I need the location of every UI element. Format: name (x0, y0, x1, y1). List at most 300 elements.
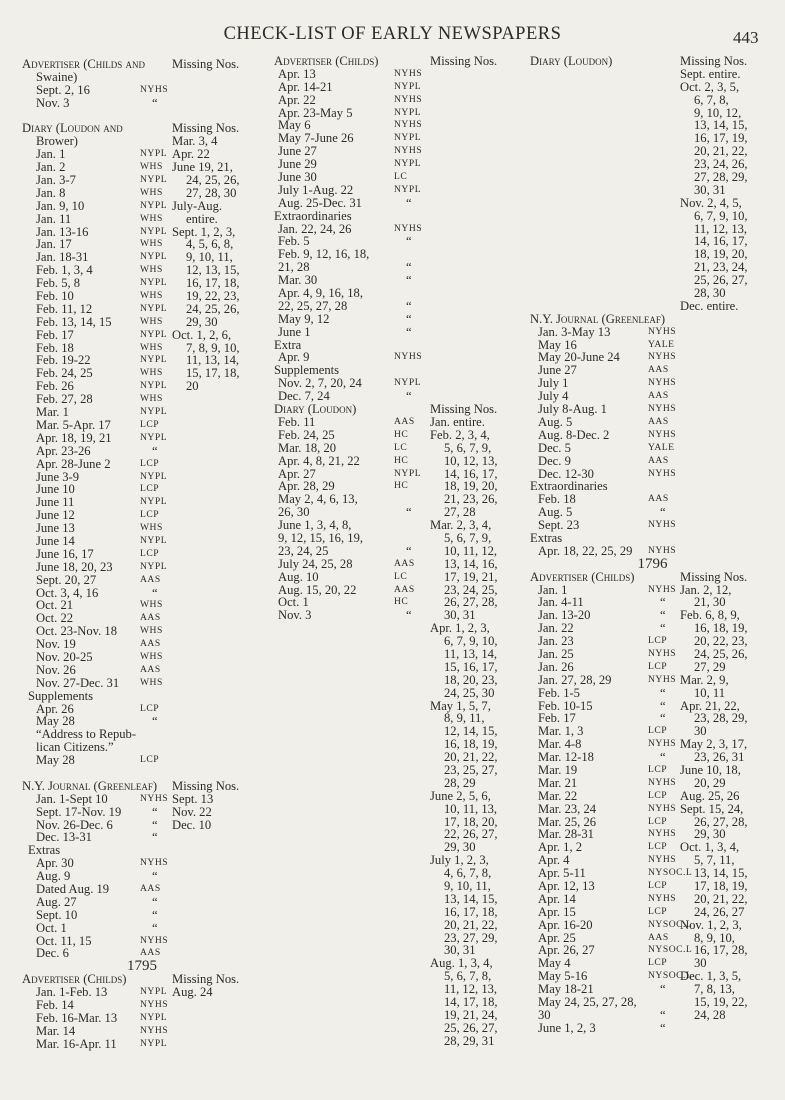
missing-numbers: 26, 27, 28, (444, 595, 498, 610)
issue-dates: Mar. 25, 26 (538, 814, 597, 829)
missing-numbers: Oct. 2, 3, 5, (680, 79, 740, 94)
missing-numbers: 26, 27, 28, (694, 814, 748, 829)
issue-dates: Dec. 7, 24 (278, 389, 330, 404)
library-code: LCP (648, 815, 668, 827)
entry-line (22, 690, 262, 703)
entry-line (274, 455, 519, 468)
library-code: YALE (648, 338, 675, 350)
issue-dates: Dec. 13-31 (36, 830, 92, 845)
newspaper-heading: Diary (Loudon) (274, 402, 357, 417)
entry-line (274, 197, 519, 210)
missing-numbers: Mar. 3, 4 (172, 134, 218, 149)
missing-numbers: June 19, 21, (172, 160, 233, 175)
entry-line (22, 458, 262, 471)
issue-dates: Jan. 1-Feb. 13 (36, 985, 108, 1000)
entry-line (22, 1012, 262, 1025)
entry-line (22, 574, 262, 587)
entry-line (274, 1035, 519, 1048)
missing-numbers: 4, 6, 7, 8, (444, 866, 492, 881)
entry-line (530, 455, 775, 468)
library-code: NYHS (394, 222, 423, 234)
missing-numbers: 24, 28 (694, 1007, 726, 1022)
library-code: AAS (648, 415, 669, 427)
missing-numbers: Sept. entire. (680, 66, 741, 81)
library-code: NYPL (140, 380, 168, 392)
entry-line (530, 171, 775, 184)
missing-numbers: 13, 14, 16, (444, 556, 498, 571)
entry-line (274, 1022, 519, 1035)
entry-line (22, 200, 262, 213)
library-code: “ (406, 389, 413, 404)
missing-numbers: 28, 29 (444, 775, 476, 790)
library-code: NYPL (140, 328, 168, 340)
issue-dates: Apr. 4, 9, 16, 18, (278, 286, 364, 301)
entry-line (530, 313, 775, 326)
issue-dates: Jan. 4-11 (538, 595, 584, 610)
library-code: “ (152, 817, 159, 832)
library-code: “ (660, 711, 667, 726)
missing-numbers: 21, 23, 26, (444, 492, 498, 507)
issue-dates: June 11 (36, 495, 75, 510)
issue-dates: June 1, 2, 3 (538, 1020, 596, 1035)
issue-dates: Aug. 15, 20, 22 (278, 582, 357, 597)
issue-dates: Mar. 30 (278, 273, 318, 288)
issue-dates: Extraordinaries (530, 479, 608, 494)
issue-dates: July 24, 25, 28 (278, 556, 353, 571)
issue-dates: June 18, 20, 23 (36, 559, 113, 574)
entry-line (274, 687, 519, 700)
missing-numbers: Feb. 2, 3, 4, (430, 427, 490, 442)
issue-dates: June 16, 17 (36, 546, 94, 561)
missing-numbers: 10, 11, 13, (444, 801, 498, 816)
library-code: WHS (140, 522, 163, 534)
missing-numbers: 15, 16, 17, (444, 659, 498, 674)
newspaper-heading: Advertiser (Childs and (22, 57, 145, 71)
library-code: NYPL (394, 132, 422, 144)
library-code: LCP (648, 763, 668, 775)
missing-numbers: Apr. 22 (172, 147, 210, 162)
issue-dates: May 2, 4, 6, 13, (278, 492, 358, 507)
entry-line (274, 880, 519, 893)
issue-dates: Nov. 3 (278, 608, 312, 623)
library-code: NYPL (394, 377, 422, 389)
library-code: AAS (394, 415, 415, 427)
missing-numbers: 23, 24, 26, (694, 157, 748, 172)
issue-dates: Apr. 28-June 2 (36, 456, 111, 471)
entry-line (22, 71, 262, 84)
library-code: NYHS (648, 776, 677, 788)
missing-numbers: 14, 16, 17, (444, 466, 498, 481)
missing-numbers: 23, 24, 25, (444, 582, 498, 597)
missing-numbers: 8, 9, 11, (444, 711, 485, 726)
issue-dates: Jan. 3-7 (36, 173, 76, 188)
missing-numbers: 5, 7, 11, (694, 853, 735, 868)
missing-numbers: 11, 13, 14, (444, 646, 498, 661)
entry-line (274, 326, 519, 339)
issue-dates: Feb. 17 (538, 711, 576, 726)
issue-dates: Apr. 1, 2 (538, 840, 583, 855)
issue-dates: Apr. 14 (538, 891, 576, 906)
issue-dates: Oct. 21 (36, 598, 74, 613)
missing-numbers: 10, 11 (694, 685, 726, 700)
page-title: CHECK-LIST OF EARLY NEWSPAPERS (223, 24, 562, 44)
entry-line (22, 883, 262, 896)
missing-numbers: 19, 21, 24, (444, 1007, 498, 1022)
issue-dates: May 20-June 24 (538, 350, 620, 365)
missing-numbers: 23, 25, 27, (444, 762, 498, 777)
library-code: NYPL (394, 80, 422, 92)
issue-dates: 21, 28 (278, 260, 310, 275)
issue-dates: May 24, 25, 27, 28, (538, 995, 637, 1010)
missing-numbers: 20, 29 (694, 775, 726, 790)
issue-dates: Dec. 5 (538, 440, 571, 455)
issue-dates: Mar. 22 (538, 788, 578, 803)
issue-dates: Jan. 22, 24, 26 (278, 221, 352, 236)
issue-dates: Nov. 26 (36, 662, 76, 677)
entry-line (530, 68, 775, 81)
missing-numbers: Dec. entire. (680, 298, 739, 313)
missing-numbers: 27, 28, 29, (694, 170, 748, 185)
library-code: WHS (140, 676, 163, 688)
issue-dates: Apr. 25 (538, 930, 576, 945)
issue-dates: June 10 (36, 482, 75, 497)
column-right (530, 55, 775, 1035)
missing-numbers: 30, 31 (444, 608, 476, 623)
issue-dates: Apr. 26, 27 (538, 943, 595, 958)
missing-numbers: 13, 14, 15, (444, 891, 498, 906)
library-code: “ (660, 1007, 667, 1022)
entry-line (274, 210, 519, 223)
entry-line (274, 532, 519, 545)
library-code: NYPL (140, 302, 168, 314)
missing-numbers: Aug. 25, 26 (680, 788, 740, 803)
entry-line (274, 493, 519, 506)
issue-dates: Mar. 23, 24 (538, 801, 597, 816)
missing-nos-heading: Missing Nos. (172, 121, 240, 136)
library-code: “ (152, 894, 159, 909)
entry-line (22, 445, 262, 458)
issue-dates: Apr. 5-11 (538, 866, 586, 881)
issue-dates: Nov. 20-25 (36, 649, 93, 664)
missing-numbers: 13, 14, 15, (694, 866, 748, 881)
issue-dates: June 13 (36, 521, 75, 536)
issue-dates: Apr. 23-26 (36, 443, 91, 458)
issue-dates: May 6 (278, 118, 311, 133)
missing-numbers: 16, 18, 19, (444, 737, 498, 752)
library-code: WHS (140, 599, 163, 611)
entry-line (530, 893, 775, 906)
year-heading (530, 555, 775, 572)
library-code: NYPL (140, 534, 168, 546)
issue-dates: Feb. 11, 12 (36, 301, 93, 316)
issue-dates: Apr. 28, 29 (278, 479, 335, 494)
missing-numbers: Dec. 10 (172, 817, 212, 832)
library-code: AAS (140, 638, 161, 650)
issue-dates: Mar. 5-Apr. 17 (36, 417, 111, 432)
issue-dates: Jan. 1 (538, 582, 568, 597)
missing-numbers: 6, 7, 9, 10, (444, 634, 498, 649)
entry-line (22, 329, 262, 342)
entry-line (22, 767, 262, 780)
entry-line (274, 648, 519, 661)
entry-line (530, 519, 775, 532)
entry-line (274, 300, 519, 313)
missing-numbers: 9, 10, 11, (186, 250, 233, 265)
entry-line (274, 661, 519, 674)
issue-dates: Sept. 17-Nov. 19 (36, 804, 122, 819)
entry-line (274, 828, 519, 841)
library-code: NYHS (140, 934, 169, 946)
library-code: WHS (140, 315, 163, 327)
issue-dates: 23, 24, 25 (278, 543, 329, 558)
library-code: NYPL (394, 106, 422, 118)
issue-dates: Jan. 13-20 (538, 608, 591, 623)
entry-line (22, 97, 262, 110)
missing-numbers: 24, 25, 26, (186, 173, 240, 188)
missing-numbers: 29, 30 (186, 314, 218, 329)
issue-dates: Nov. 2, 7, 20, 24 (278, 376, 362, 391)
issue-dates: Feb. 16-Mar. 13 (36, 1010, 118, 1025)
entry-line (530, 55, 775, 68)
missing-numbers: 10, 11, 12, (444, 543, 498, 558)
issue-dates: Apr. 18, 19, 21 (36, 430, 112, 445)
issue-dates: Mar. 14 (36, 1023, 76, 1038)
missing-numbers: 20, 21, 22, (444, 917, 498, 932)
issue-dates: Apr. 14-21 (278, 79, 333, 94)
issue-dates: July 1 (538, 376, 569, 391)
missing-numbers: July 1, 2, 3, (430, 853, 489, 868)
missing-numbers: June 2, 5, 6, (430, 788, 491, 803)
library-code: WHS (140, 393, 163, 405)
entry-line (274, 893, 519, 906)
missing-numbers: 13, 14, 15, (694, 118, 748, 133)
missing-numbers: entire. (186, 211, 218, 226)
library-code: WHS (140, 367, 163, 379)
entry-line (22, 909, 262, 922)
missing-numbers: 24, 25, 26, (186, 301, 240, 316)
missing-numbers: 27, 28, 30 (186, 185, 237, 200)
library-code: WHS (140, 264, 163, 276)
issue-dates: June 27 (538, 363, 577, 378)
library-code: NYHS (140, 1024, 169, 1036)
issue-dates: Apr. 4, 8, 21, 22 (278, 453, 360, 468)
issue-dates: July 8-Aug. 1 (538, 402, 607, 417)
entry-line (22, 406, 262, 419)
issue-dates: Feb. 24, 25 (36, 366, 93, 381)
entry-line (274, 416, 519, 429)
entry-line (530, 210, 775, 223)
entry-line (530, 996, 775, 1009)
library-code: NYHS (648, 673, 677, 685)
library-code: NYSOC.L (648, 867, 693, 879)
entry-line (530, 184, 775, 197)
missing-numbers: Aug. 24 (172, 985, 213, 1000)
library-code: NYHS (648, 351, 677, 363)
library-code: AAS (140, 663, 161, 675)
issue-dates: Feb. 1-5 (538, 685, 580, 700)
library-code: AAS (648, 493, 669, 505)
entry-line (22, 213, 262, 226)
entry-line (274, 55, 519, 68)
library-code: WHS (140, 650, 163, 662)
entry-line (22, 561, 262, 574)
column-middle (274, 55, 519, 1048)
issue-dates: Feb. 19-22 (36, 353, 91, 368)
issue-dates: Mar. 28-31 (538, 827, 594, 842)
missing-numbers: 25, 26, 27, (694, 273, 748, 288)
entry-line (274, 790, 519, 803)
entry-line (274, 545, 519, 558)
library-code: LCP (140, 754, 160, 766)
missing-numbers: 11, 12, 13, (694, 221, 748, 236)
issue-dates: May 28 (36, 753, 75, 768)
library-code: NYHS (648, 828, 677, 840)
issue-dates: Feb. 14 (36, 998, 74, 1013)
missing-numbers: 17, 18, 19, (694, 879, 748, 893)
missing-numbers: Nov. 22 (172, 804, 212, 819)
entry-line (274, 764, 519, 777)
library-code: “ (152, 95, 159, 110)
missing-numbers: 24, 26, 27 (694, 904, 745, 919)
entry-line (274, 803, 519, 816)
missing-numbers: 15, 19, 22, (694, 995, 748, 1010)
entry-line (274, 919, 519, 932)
entry-line (274, 94, 519, 107)
missing-numbers: 18, 20, 23, (444, 672, 498, 687)
issue-dates: Sept. 23 (538, 518, 580, 533)
entry-line (530, 661, 775, 674)
entry-line (530, 906, 775, 919)
missing-numbers: Oct. 1, 3, 4, (680, 840, 740, 855)
library-code: HC (394, 454, 409, 466)
library-code: HC (394, 480, 409, 492)
library-code: NYHS (140, 83, 169, 95)
issue-dates: May 7-June 26 (278, 131, 354, 146)
library-code: NYPL (140, 174, 168, 186)
missing-numbers: 27, 29 (694, 659, 726, 674)
issue-dates: Aug. 9 (36, 869, 71, 884)
library-code: NYPL (140, 277, 168, 289)
library-code: LCP (648, 905, 668, 917)
missing-numbers: 20 (186, 379, 199, 394)
library-code: WHS (140, 341, 163, 353)
entry-line (274, 184, 519, 197)
library-code: NYHS (140, 857, 169, 869)
library-code: LCP (648, 725, 668, 737)
library-code: “ (406, 234, 413, 249)
issue-dates: Mar. 12-18 (538, 750, 594, 765)
issue-dates: Jan. 8 (36, 185, 66, 200)
issue-dates: June 29 (278, 157, 317, 172)
library-code: LCP (648, 660, 668, 672)
library-code: WHS (140, 161, 163, 173)
missing-numbers: July-Aug. (172, 198, 223, 213)
library-code: NYHS (648, 325, 677, 337)
library-code: NYPL (140, 406, 168, 418)
entry-line (530, 326, 775, 339)
issue-dates: June 27 (278, 144, 317, 159)
library-code: AAS (140, 573, 161, 585)
missing-nos-heading: Missing Nos. (680, 569, 748, 584)
missing-numbers: 16, 18, 19, (694, 621, 748, 636)
missing-numbers: 11, 12, 13, (444, 982, 498, 997)
library-code: “ (152, 585, 159, 600)
newspaper-heading: Diary (Loudon and (22, 121, 123, 136)
entry-line (530, 532, 775, 545)
missing-numbers: 17, 18, 20, (444, 814, 498, 829)
library-code: NYSOC.L (648, 970, 693, 982)
library-code: YALE (648, 441, 675, 453)
issue-dates: Mar. 1 (36, 405, 69, 420)
entry-line (274, 906, 519, 919)
library-code: “ (152, 443, 159, 458)
issue-dates: Feb. 27, 28 (36, 392, 93, 407)
library-code: “ (660, 621, 667, 636)
issue-dates: June 30 (278, 170, 317, 185)
library-code: NYPL (394, 158, 422, 170)
library-code: LC (394, 570, 408, 582)
entry-line (22, 922, 262, 935)
missing-numbers: 23, 26, 31 (694, 750, 745, 765)
library-code: LCP (648, 880, 668, 891)
library-code: “ (660, 608, 667, 623)
missing-nos-heading: Missing Nos. (172, 972, 240, 987)
issue-dates: Aug. 8-Dec. 2 (538, 427, 610, 442)
missing-numbers: 12, 13, 15, (186, 263, 240, 278)
entry-line (274, 171, 519, 184)
entry-line (22, 316, 262, 329)
issue-dates: Jan. 25 (538, 646, 574, 661)
library-code: HC (394, 428, 409, 440)
missing-numbers: 5, 6, 7, 9, (444, 440, 492, 455)
missing-numbers: 16, 17, 18, (186, 276, 240, 291)
library-code: “ (660, 1020, 667, 1035)
issue-dates: June 14 (36, 533, 75, 548)
entry-line (274, 313, 519, 326)
library-code: AAS (394, 557, 415, 569)
library-code: “ (406, 608, 413, 623)
library-code: WHS (140, 212, 163, 224)
library-code: NYSOC.L (648, 918, 693, 930)
library-code: NYPL (140, 148, 168, 160)
issue-dates: Nov. 19 (36, 637, 76, 652)
missing-nos-heading: Missing Nos. (430, 54, 498, 68)
issue-dates: Extra (274, 337, 302, 352)
issue-dates: Apr. 27 (278, 466, 316, 481)
issue-dates: 30 (538, 1007, 551, 1022)
entry-line (22, 290, 262, 303)
entry-line (22, 780, 262, 793)
newspaper-heading: Advertiser (Childs) (22, 972, 127, 987)
issue-dates: Extras (28, 843, 61, 858)
library-code: NYHS (394, 119, 423, 131)
library-code: LCP (648, 635, 668, 647)
library-code: AAS (648, 931, 669, 943)
issue-dates: Swaine) (36, 69, 78, 84)
issue-dates: Feb. 24, 25 (278, 427, 335, 442)
issue-dates: “Address to Repub- (36, 727, 137, 742)
missing-numbers: 22, 26, 27, (444, 827, 498, 842)
library-code: NYPL (140, 496, 168, 508)
entry-line (274, 403, 519, 416)
issue-dates: Mar. 21 (538, 775, 578, 790)
issue-dates: Nov. 27-Dec. 31 (36, 675, 120, 690)
entry-line (274, 68, 519, 81)
library-code: LCP (140, 457, 160, 469)
issue-dates: 26, 30 (278, 505, 310, 520)
missing-numbers: 23, 27, 29, (444, 930, 498, 945)
issue-dates: Apr. 13 (278, 66, 316, 81)
